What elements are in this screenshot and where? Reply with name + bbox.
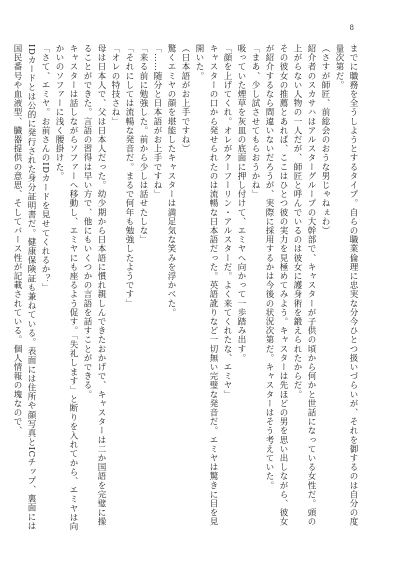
paragraph: 驚くエミヤの顔を堪能したキャスターは満足気な笑みを浮かべた。 <box>166 44 176 317</box>
paragraph: 母は日本人で、父は日本人だった。幼少期から日本語に慣れ親しんできたおかげで、キャスターは二か国語を完璧に操ることができた。言語の習得は早い方で、他にもいくつかの言語を話すことができる。 <box>82 44 106 527</box>
paragraph: 「来る前に勉強した。前から少しは話せたしな」 <box>138 44 148 245</box>
paragraph: 「……随分と日本語がお上手ですね」 <box>152 44 162 199</box>
paragraph: 「顔を上げてくれ。オレがクーフーリン・アルスターだ。よく来てくれたな、エミヤ」 <box>222 44 232 399</box>
paragraph: その彼女の推薦とあれば、ここはひとつ彼の実力を見極めてみよう。キャスターは先ほどの男を思い出しながら、彼女が紹介するなら間違いないだろうが、実際に採用するかは今後の状況次第だ。キャスターはそう考えていた。 <box>264 44 288 527</box>
paragraph: （日本語がお上手ですね） <box>180 44 190 154</box>
paragraph: 「まあ、少し試させてもらおうかね」 <box>250 44 260 199</box>
paragraph: までに職務を全うしようとするタイプ。自らの職業倫理に忠実な分今ひとつ扱いづらいが、それを御するのは自分の度量次第だ。 <box>334 44 358 527</box>
paragraph: （さすが師匠、前総会のおうな男じゃねぇわ） <box>320 44 330 236</box>
paragraph: 「オレの特技さね」 <box>110 44 120 126</box>
paragraph: 「それにしては流暢な発音だ。まるで何年も勉強したようです」 <box>124 44 134 308</box>
paragraph: IDカードとは公的に発行された身分証明書だ。健康保険証も兼ねている。表面には住所や顔写真とICチップ、裏面には国民番号や血液型、臓器提供の意思、そしてバース性が記載されている。個人情報の塊なので、 <box>12 44 36 531</box>
paragraph: 紹介者のスカサハはアルスターグループの大幹部で、キャスターが子供の頃から何かと世話になっている女性だ。頭の上がらない人物の一人だが、師匠と呼んでいるのは彼女に護身術を鍛えられたからだ。 <box>292 44 316 527</box>
paragraph: 「さて、エミヤ。お前さんのIDカードを見せてくれるか？」 <box>40 44 50 292</box>
body-text <box>12 44 360 534</box>
paragraph: キャスターは話しながらソファーへ移動し、エミヤにも座るよう促す。「失礼します」と断りを入れてから、エミヤは向かいのソファーに浅く腰掛けた。 <box>54 44 78 532</box>
paragraph: 吸っていた煙草を灰皿の底面に押し付けて、エミヤへ向かって一歩踏み出す。 <box>236 44 246 363</box>
paragraph: キャスターの口から発せられたのは流暢な日本語だった。英語訛りなど一切無い完璧な発音だ。エミヤは驚きに目を見開いた。 <box>194 44 218 527</box>
page-number: 8 <box>349 24 354 32</box>
